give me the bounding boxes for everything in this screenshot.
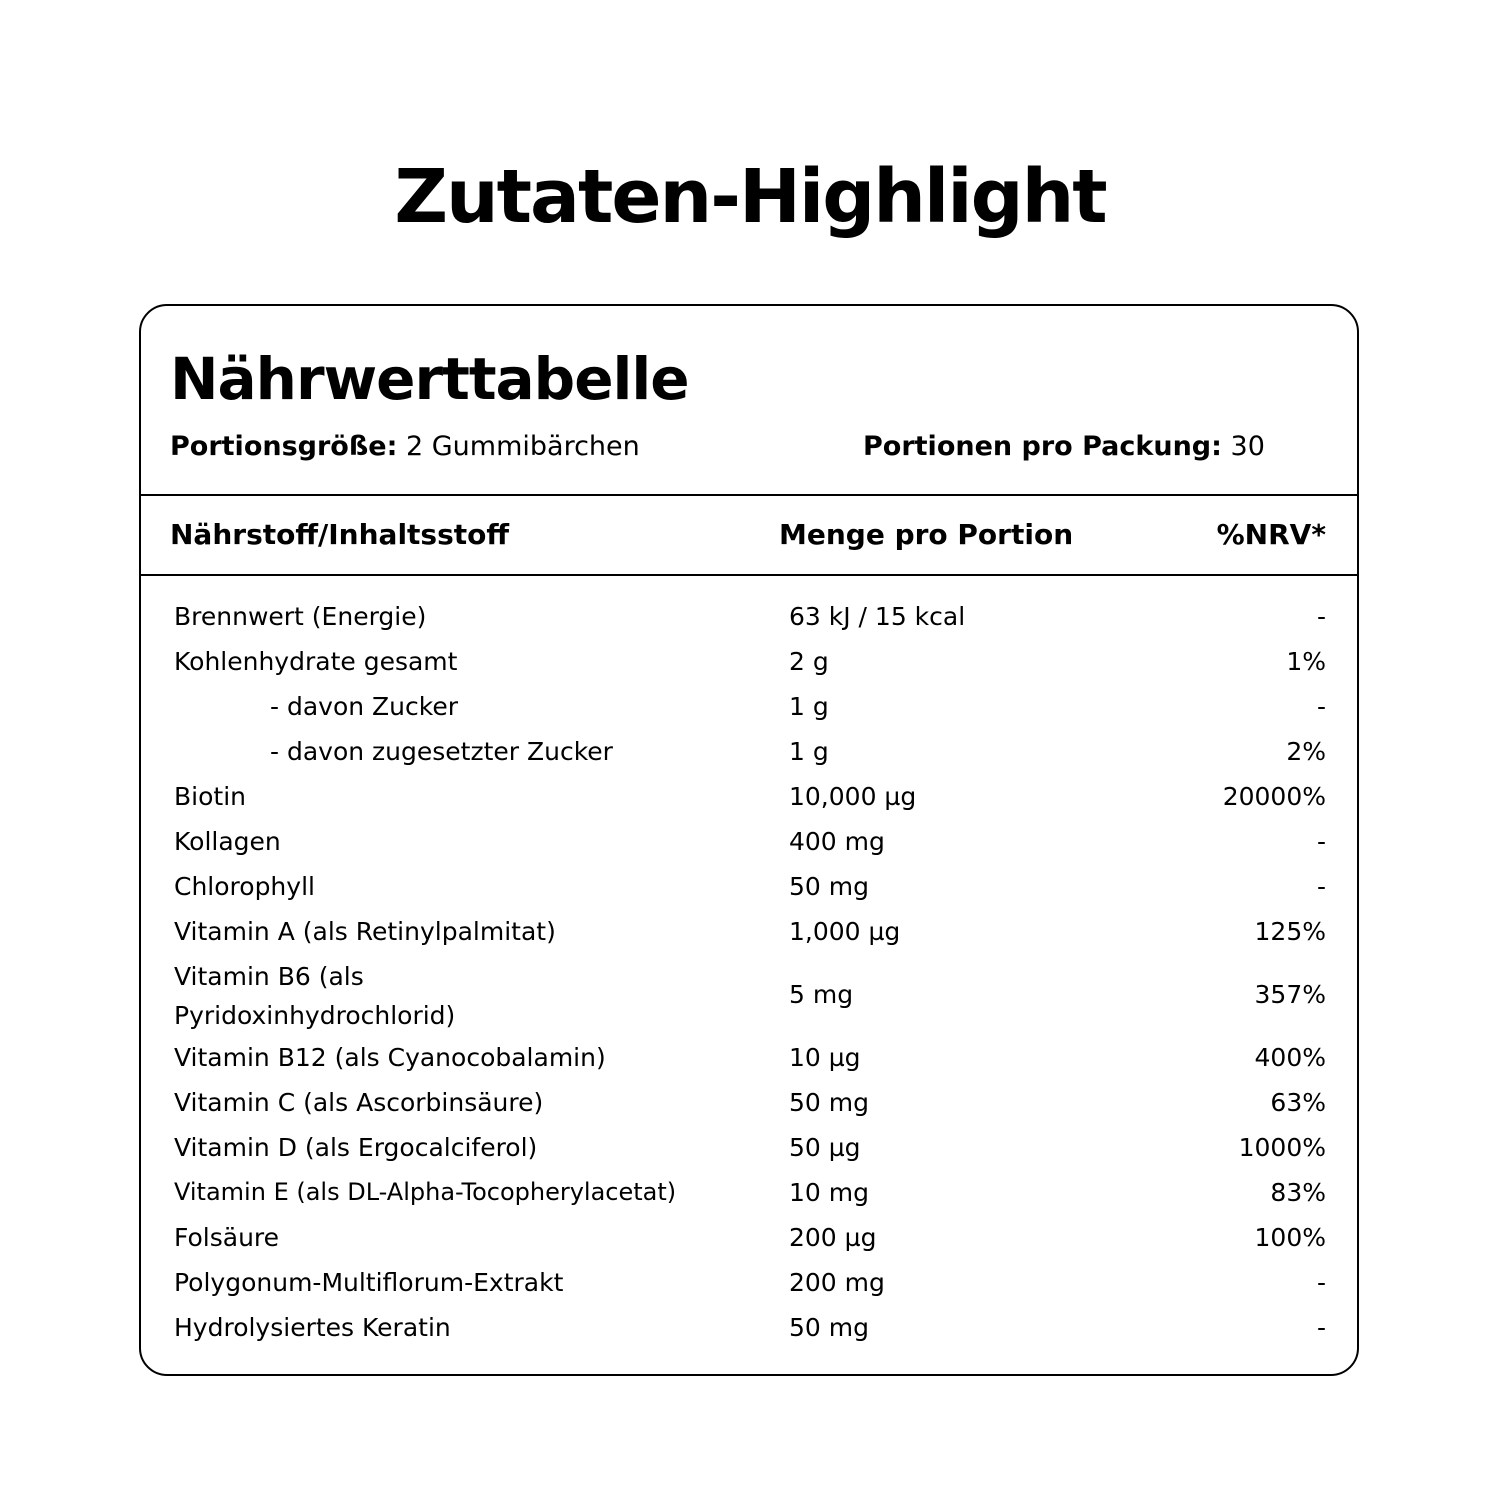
nutrient-nrv: -	[1316, 827, 1326, 856]
table-row	[141, 864, 1357, 909]
column-header-amount: Menge pro Portion	[779, 518, 1074, 551]
table-row	[141, 594, 1357, 639]
column-header-nutrient: Nährstoff/Inhaltsstoff	[170, 518, 510, 551]
servings-per-pack-label: Portionen pro Packung:	[863, 431, 1222, 462]
nutrient-name: Vitamin C (als Ascorbinsäure)	[174, 1088, 544, 1117]
nutrient-amount: 5 mg	[789, 980, 854, 1009]
servings-per-pack-value: 30	[1230, 431, 1265, 462]
nutrient-nrv: -	[1316, 872, 1326, 901]
nutrient-amount: 63 kJ / 15 kcal	[789, 602, 966, 631]
nutrient-nrv: 100%	[1254, 1223, 1326, 1252]
nutrient-nrv: 2%	[1286, 737, 1326, 766]
table-row	[141, 1305, 1357, 1350]
nutrient-name: - davon Zucker	[270, 692, 459, 721]
nutrient-name: Hydrolysiertes Keratin	[174, 1313, 451, 1342]
nutrient-nrv: 400%	[1254, 1043, 1326, 1072]
nutrient-name: Vitamin A (als Retinylpalmitat)	[174, 917, 556, 946]
serving-size-label: Portionsgröße:	[170, 431, 398, 462]
nutrient-nrv: -	[1316, 1313, 1326, 1342]
nutrient-name: Biotin	[174, 782, 246, 811]
nutrient-name: Folsäure	[174, 1223, 280, 1252]
nutrient-amount: 10 mg	[789, 1178, 869, 1207]
table-row	[141, 639, 1357, 684]
nutrient-amount: 50 mg	[789, 872, 869, 901]
nutrient-amount: 1,000 µg	[789, 917, 901, 946]
nutrient-name: - davon zugesetzter Zucker	[270, 737, 613, 766]
nutrient-amount: 400 mg	[789, 827, 885, 856]
page-title: Zutaten-Highlight	[394, 154, 1106, 240]
table-row	[141, 954, 1357, 1035]
table-body	[141, 594, 1357, 1350]
nutrient-amount: 10,000 µg	[789, 782, 917, 811]
nutrient-amount: 50 µg	[789, 1133, 861, 1162]
nutrient-name: Vitamin D (als Ergocalciferol)	[174, 1133, 538, 1162]
nutrient-name: Polygonum-Multiflorum-Extrakt	[174, 1268, 564, 1297]
nutrient-nrv: 1000%	[1238, 1133, 1326, 1162]
nutrient-amount: 2 g	[789, 647, 829, 676]
table-row	[141, 1035, 1357, 1080]
nutrient-name: Vitamin B12 (als Cyanocobalamin)	[174, 1043, 606, 1072]
table-row	[141, 1260, 1357, 1305]
nutrient-name: Kollagen	[174, 827, 281, 856]
nutrient-nrv: 20000%	[1222, 782, 1326, 811]
nutrient-nrv: 63%	[1270, 1088, 1326, 1117]
nutrient-nrv: -	[1316, 1268, 1326, 1297]
nutrient-amount: 1 g	[789, 692, 829, 721]
nutrient-nrv: 83%	[1270, 1178, 1326, 1207]
table-row	[141, 1170, 1357, 1215]
table-row	[141, 1215, 1357, 1260]
servings-per-pack	[863, 430, 1265, 464]
table-row	[141, 1080, 1357, 1125]
nutrient-amount: 1 g	[789, 737, 829, 766]
nutrient-amount: 10 µg	[789, 1043, 861, 1072]
nutrient-nrv: -	[1316, 602, 1326, 631]
table-row	[141, 819, 1357, 864]
nutrient-name: Vitamin E (als DL-Alpha-Tocopherylacetat)	[174, 1178, 677, 1206]
table-row	[141, 729, 1357, 774]
nutrient-name: Brennwert (Energie)	[174, 602, 427, 631]
table-row	[141, 909, 1357, 954]
nutrient-name: Kohlenhydrate gesamt	[174, 647, 458, 676]
nutrient-amount: 200 mg	[789, 1268, 885, 1297]
nutrient-nrv: 125%	[1254, 917, 1326, 946]
nutrient-amount: 200 µg	[789, 1223, 877, 1252]
serving-size-value: 2 Gummibärchen	[405, 431, 640, 462]
serving-size	[170, 430, 640, 464]
nutrient-nrv: 1%	[1286, 647, 1326, 676]
table-row	[141, 1125, 1357, 1170]
nutrition-table-card	[139, 304, 1359, 1376]
nutrient-name: Chlorophyll	[174, 872, 315, 901]
nutrient-amount: 50 mg	[789, 1088, 869, 1117]
nutrient-nrv: -	[1316, 692, 1326, 721]
table-row	[141, 684, 1357, 729]
table-row	[141, 774, 1357, 819]
nutrient-nrv: 357%	[1254, 980, 1326, 1009]
nutrient-name: Vitamin B6 (als Pyridoxinhydrochlorid)	[174, 962, 456, 1030]
table-title: Nährwerttabelle	[170, 345, 689, 413]
column-headers	[141, 494, 1357, 576]
column-header-nrv: %NRV*	[1216, 518, 1326, 551]
nutrient-amount: 50 mg	[789, 1313, 869, 1342]
table-header	[141, 306, 1357, 496]
